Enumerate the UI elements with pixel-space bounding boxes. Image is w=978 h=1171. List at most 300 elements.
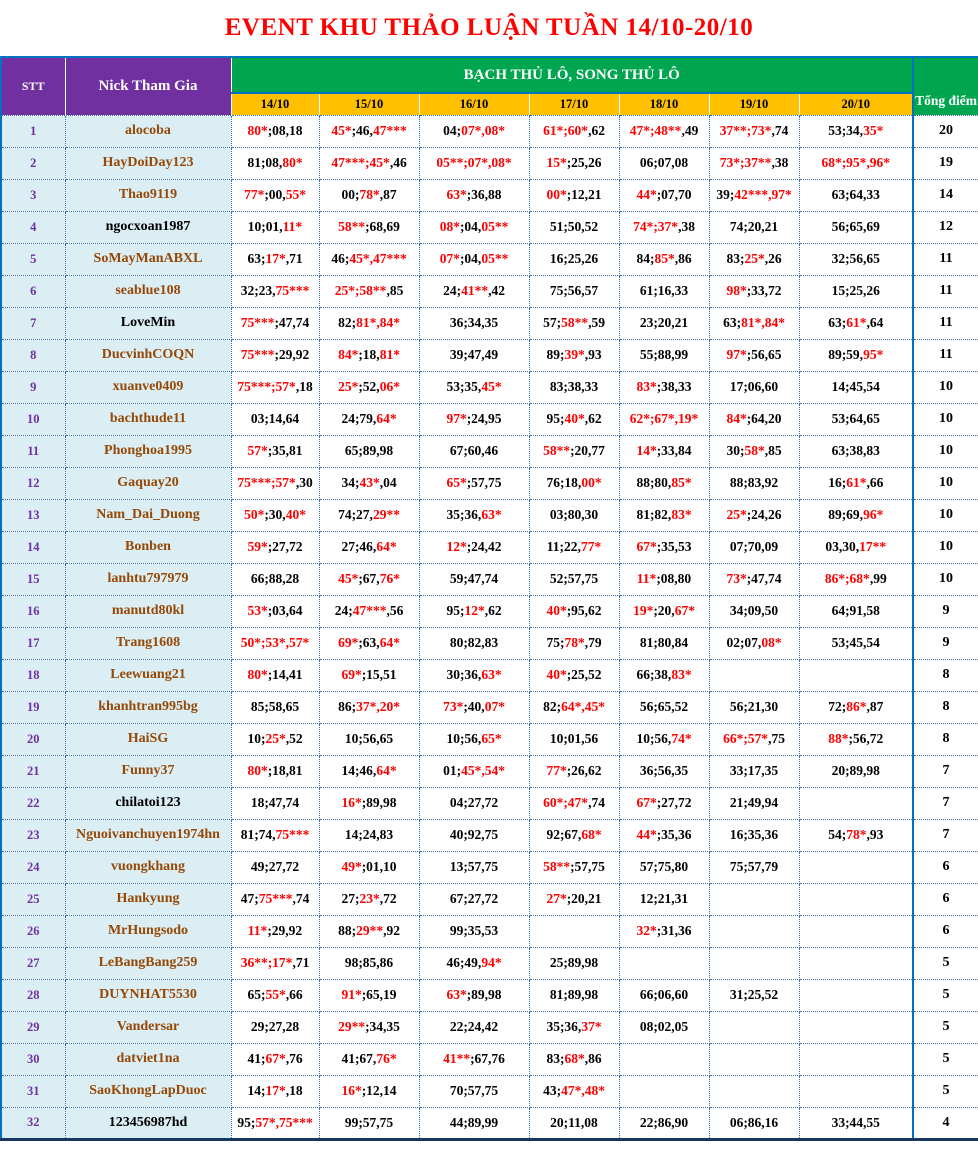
value-segment: 84* xyxy=(338,347,359,362)
value-segment: 51;50,52 xyxy=(549,219,599,234)
day-value-cell xyxy=(799,979,913,1011)
value-segment: 11;22, xyxy=(546,539,581,554)
total-cell: 9 xyxy=(913,627,978,659)
stt-cell: 21 xyxy=(1,755,65,787)
day-value-cell xyxy=(709,275,799,307)
value-segment: 25;89,98 xyxy=(549,955,599,970)
day-value-cell xyxy=(619,915,709,947)
value-segment: ;25,26 xyxy=(566,155,602,170)
value-segment: 63; xyxy=(247,251,266,266)
day-value-cell xyxy=(419,115,529,147)
value-segment: 17;06,60 xyxy=(729,379,779,394)
table-row xyxy=(1,627,978,659)
total-cell: 5 xyxy=(913,979,978,1011)
value-segment: ;24,26 xyxy=(746,507,782,522)
day-value-cell xyxy=(419,435,529,467)
day-value-cell xyxy=(529,691,619,723)
day-value-cell xyxy=(529,211,619,243)
table-row xyxy=(1,179,978,211)
day-value-cell xyxy=(799,211,913,243)
value-segment: 70;57,75 xyxy=(449,1083,499,1098)
value-segment: ;07,70 xyxy=(656,187,692,202)
value-segment: 73* xyxy=(726,571,747,586)
value-segment: 11* xyxy=(636,571,657,586)
day-value-cell xyxy=(799,403,913,435)
day-value-cell xyxy=(231,563,319,595)
value-segment: 88;83,92 xyxy=(729,475,779,490)
value-segment: 63;38,83 xyxy=(831,443,880,458)
value-segment: 67* xyxy=(636,795,657,810)
value-segment: 64* xyxy=(376,539,397,554)
value-segment: ,56 xyxy=(386,603,404,618)
day-value-cell xyxy=(319,371,419,403)
value-segment: 65* xyxy=(481,731,502,746)
value-segment: 67* xyxy=(674,603,695,618)
stt-cell: 27 xyxy=(1,947,65,979)
day-value-cell xyxy=(709,115,799,147)
day-value-cell xyxy=(529,179,619,211)
stt-cell: 15 xyxy=(1,563,65,595)
day-value-cell xyxy=(709,179,799,211)
value-segment: 10;01, xyxy=(247,219,283,234)
value-segment: 10;56, xyxy=(636,731,672,746)
value-segment: 36;34,35 xyxy=(449,315,499,330)
day-value-cell xyxy=(419,1043,529,1075)
value-segment: 40* xyxy=(546,667,567,682)
stt-cell: 5 xyxy=(1,243,65,275)
day-value-cell xyxy=(529,851,619,883)
value-segment: 06;86,16 xyxy=(729,1114,779,1130)
total-cell: 11 xyxy=(913,307,978,339)
day-value-cell xyxy=(231,115,319,147)
value-segment: 17* xyxy=(265,251,286,266)
day-value-cell xyxy=(319,1043,419,1075)
table-row xyxy=(1,979,978,1011)
value-segment: 02;07, xyxy=(726,635,762,650)
stt-cell: 3 xyxy=(1,179,65,211)
value-segment: 25* xyxy=(265,731,286,746)
nick-cell: 123456987hd xyxy=(65,1107,231,1139)
value-segment: 63;64,33 xyxy=(831,187,880,202)
table-body xyxy=(1,115,978,1139)
day-value-cell xyxy=(231,819,319,851)
value-segment: ,66 xyxy=(866,475,884,490)
value-segment: ,76 xyxy=(285,1051,303,1066)
nick-cell: Gaquay20 xyxy=(65,467,231,499)
value-segment: 45*,47*** xyxy=(349,251,407,266)
nick-cell: xuanve0409 xyxy=(65,371,231,403)
total-cell: 11 xyxy=(913,243,978,275)
day-value-cell xyxy=(709,435,799,467)
value-segment: 64* xyxy=(379,635,400,650)
day-value-cell xyxy=(231,403,319,435)
stt-cell: 26 xyxy=(1,915,65,947)
value-segment: ,86 xyxy=(674,251,692,266)
stt-cell: 20 xyxy=(1,723,65,755)
total-cell: 9 xyxy=(913,595,978,627)
value-segment: 07;70,09 xyxy=(729,539,779,554)
day-value-cell xyxy=(419,307,529,339)
value-segment: ,64 xyxy=(866,315,884,330)
value-segment: 22;24,42 xyxy=(449,1019,499,1034)
value-segment: ;40, xyxy=(463,699,485,714)
value-segment: 12;21,31 xyxy=(639,891,689,906)
value-segment: ,79 xyxy=(584,635,602,650)
value-segment: 78* xyxy=(846,827,867,842)
total-cell: 10 xyxy=(913,371,978,403)
day-value-cell xyxy=(231,947,319,979)
table-row xyxy=(1,755,978,787)
value-segment: 00; xyxy=(341,187,360,202)
value-segment: 68* xyxy=(564,1051,585,1066)
value-segment: ;68,69 xyxy=(365,219,400,234)
day-value-cell xyxy=(709,979,799,1011)
day-value-cell xyxy=(709,691,799,723)
value-segment: 41; xyxy=(247,1051,266,1066)
value-segment: 04;27,72 xyxy=(449,795,499,810)
day-value-cell xyxy=(419,659,529,691)
nick-cell: Funny37 xyxy=(65,755,231,787)
value-segment: 94* xyxy=(481,955,502,970)
day-value-cell xyxy=(231,723,319,755)
value-segment: 91* xyxy=(341,987,362,1002)
value-segment: ,42 xyxy=(488,283,505,298)
value-segment: 67* xyxy=(636,539,657,554)
value-segment: 75*** xyxy=(258,891,293,906)
value-segment: 98* xyxy=(726,283,747,298)
value-segment: 00* xyxy=(546,187,567,202)
value-segment: 62*;67*,19* xyxy=(629,411,699,426)
value-segment: 95* xyxy=(863,347,884,362)
table-row xyxy=(1,1107,978,1139)
stt-cell: 4 xyxy=(1,211,65,243)
value-segment: 25* xyxy=(338,379,359,394)
day-value-cell xyxy=(619,1075,709,1107)
value-segment: 60*;47* xyxy=(543,795,589,810)
stt-cell: 2 xyxy=(1,147,65,179)
day-value-cell xyxy=(619,883,709,915)
day-value-cell xyxy=(709,499,799,531)
value-segment: 75;57,79 xyxy=(729,859,779,874)
value-segment: 45* xyxy=(331,123,352,138)
day-value-cell xyxy=(231,371,319,403)
value-segment: 65;89,98 xyxy=(344,443,394,458)
value-segment: ,62 xyxy=(484,603,502,618)
value-segment: 88* xyxy=(828,731,849,746)
nick-cell: LoveMin xyxy=(65,307,231,339)
day-value-cell xyxy=(419,851,529,883)
day-value-cell xyxy=(529,627,619,659)
value-segment: 19* xyxy=(633,603,654,618)
value-segment: ;34,35 xyxy=(365,1019,400,1034)
stt-cell: 7 xyxy=(1,307,65,339)
value-segment: 21;49,94 xyxy=(729,795,779,810)
value-segment: 45* xyxy=(481,379,502,394)
day-value-cell xyxy=(799,147,913,179)
day-value-cell xyxy=(231,1075,319,1107)
day-value-cell xyxy=(231,1107,319,1139)
day-value-cell xyxy=(419,915,529,947)
day-value-cell xyxy=(419,1107,529,1139)
day-value-cell xyxy=(419,211,529,243)
day-value-cell xyxy=(799,595,913,627)
value-segment: 88;80, xyxy=(636,475,672,490)
value-segment: 17** xyxy=(859,539,887,554)
value-segment: ;27,72 xyxy=(656,795,692,810)
date-header: 19/10 xyxy=(709,93,799,115)
day-value-cell xyxy=(231,883,319,915)
value-segment: 12* xyxy=(446,539,467,554)
value-segment: ,93 xyxy=(584,347,602,362)
day-value-cell xyxy=(799,755,913,787)
value-segment: 69* xyxy=(338,635,359,650)
day-value-cell xyxy=(419,499,529,531)
value-segment: 84; xyxy=(636,251,655,266)
value-segment: 65* xyxy=(446,475,467,490)
day-value-cell xyxy=(709,563,799,595)
day-value-cell xyxy=(319,339,419,371)
day-value-cell xyxy=(529,403,619,435)
day-value-cell xyxy=(419,691,529,723)
day-value-cell xyxy=(419,563,529,595)
day-value-cell xyxy=(799,883,913,915)
value-segment: ;04, xyxy=(459,251,482,266)
value-segment: 03;14,64 xyxy=(250,411,300,426)
table-row xyxy=(1,211,978,243)
day-value-cell xyxy=(231,339,319,371)
value-segment: 29** xyxy=(356,923,384,938)
value-segment: 49;27,72 xyxy=(250,859,300,874)
value-segment: 35* xyxy=(863,123,884,138)
nick-cell: alocoba xyxy=(65,115,231,147)
nick-cell: SaoKhongLapDuoc xyxy=(65,1075,231,1107)
value-segment: ;57,75 xyxy=(466,475,502,490)
day-value-cell xyxy=(619,115,709,147)
value-segment: 27;46, xyxy=(341,539,377,554)
value-segment: 46;49, xyxy=(446,955,482,970)
value-segment: 41** xyxy=(443,1051,471,1066)
value-segment: 53;35, xyxy=(446,379,482,394)
value-segment: 10;56, xyxy=(446,731,482,746)
value-segment: ,66 xyxy=(285,987,303,1002)
value-segment: 34;09,50 xyxy=(729,603,779,618)
day-value-cell xyxy=(419,979,529,1011)
day-value-cell xyxy=(319,851,419,883)
day-value-cell xyxy=(231,1011,319,1043)
value-segment: ;29,92 xyxy=(267,923,303,938)
day-value-cell xyxy=(709,627,799,659)
day-value-cell xyxy=(319,787,419,819)
nick-cell: DUYNHAT5530 xyxy=(65,979,231,1011)
total-header: Tổng điểm xyxy=(913,57,978,115)
value-segment: ;95,62 xyxy=(566,603,602,618)
total-cell: 5 xyxy=(913,1075,978,1107)
value-segment: 14;46, xyxy=(341,763,377,778)
value-segment: 57*,75*** xyxy=(255,1114,313,1130)
table-row xyxy=(1,499,978,531)
day-value-cell xyxy=(709,1107,799,1139)
value-segment: 16* xyxy=(341,795,362,810)
day-value-cell xyxy=(799,723,913,755)
day-value-cell xyxy=(529,1075,619,1107)
value-segment: 46; xyxy=(331,251,350,266)
stt-cell: 18 xyxy=(1,659,65,691)
value-segment: ,87 xyxy=(379,187,397,202)
day-value-cell xyxy=(419,819,529,851)
value-segment: 55* xyxy=(285,187,306,202)
value-segment: 83* xyxy=(636,379,657,394)
stt-cell: 14 xyxy=(1,531,65,563)
total-cell: 8 xyxy=(913,723,978,755)
value-segment: 32* xyxy=(636,923,657,938)
value-segment: ,18 xyxy=(295,379,313,394)
value-segment: 80* xyxy=(247,763,268,778)
day-value-cell xyxy=(619,435,709,467)
total-cell: 10 xyxy=(913,499,978,531)
table-row xyxy=(1,531,978,563)
value-segment: 29** xyxy=(338,1019,366,1034)
day-value-cell xyxy=(319,435,419,467)
value-segment: 66;38, xyxy=(636,667,672,682)
day-value-cell xyxy=(231,147,319,179)
value-segment: ;08,80 xyxy=(656,571,692,586)
day-value-cell xyxy=(231,1043,319,1075)
day-value-cell xyxy=(529,947,619,979)
stt-cell: 13 xyxy=(1,499,65,531)
value-segment: 53* xyxy=(247,603,268,618)
total-cell: 10 xyxy=(913,403,978,435)
value-segment: 92;67, xyxy=(546,827,582,842)
day-value-cell xyxy=(619,339,709,371)
value-segment: 68*;95*,96* xyxy=(821,155,891,170)
stt-cell: 9 xyxy=(1,371,65,403)
day-value-cell xyxy=(709,403,799,435)
day-value-cell xyxy=(619,1043,709,1075)
value-segment: 75***;57* xyxy=(237,379,296,394)
nick-cell: Trang1608 xyxy=(65,627,231,659)
value-segment: ,38 xyxy=(771,155,789,170)
day-value-cell xyxy=(529,115,619,147)
stt-cell: 32 xyxy=(1,1107,65,1139)
value-segment: 50* xyxy=(244,507,265,522)
day-value-cell xyxy=(319,147,419,179)
value-segment: 16* xyxy=(341,1083,362,1098)
value-segment: 56;21,30 xyxy=(729,699,779,714)
value-segment: 83* xyxy=(671,507,692,522)
value-segment: ,93 xyxy=(866,827,884,842)
value-segment: ;15,51 xyxy=(361,667,397,682)
value-segment: 65; xyxy=(247,987,266,1002)
value-segment: 95; xyxy=(546,411,565,426)
day-value-cell xyxy=(619,275,709,307)
value-segment: 35;36, xyxy=(446,507,482,522)
value-segment: 74;20,21 xyxy=(729,219,779,234)
day-value-cell xyxy=(799,243,913,275)
value-segment: ,72 xyxy=(379,891,397,906)
value-segment: 72; xyxy=(828,699,847,714)
day-value-cell xyxy=(529,595,619,627)
value-segment: 24;79, xyxy=(341,411,377,426)
value-segment: 30; xyxy=(726,443,745,458)
total-cell: 19 xyxy=(913,147,978,179)
day-value-cell xyxy=(619,1107,709,1139)
stt-cell: 1 xyxy=(1,115,65,147)
value-segment: 83; xyxy=(546,1051,565,1066)
table-row xyxy=(1,115,978,147)
day-value-cell xyxy=(419,243,529,275)
day-value-cell xyxy=(231,915,319,947)
value-segment: ;47,74 xyxy=(274,315,310,330)
table-row xyxy=(1,1011,978,1043)
value-segment: 05** xyxy=(481,251,509,266)
nick-cell: datviet1na xyxy=(65,1043,231,1075)
value-segment: 16;25,26 xyxy=(549,251,599,266)
day-value-cell xyxy=(709,659,799,691)
day-value-cell xyxy=(319,819,419,851)
value-segment: 20;89,98 xyxy=(831,763,880,778)
value-segment: 64;91,58 xyxy=(831,603,880,618)
table-row xyxy=(1,307,978,339)
day-value-cell xyxy=(799,1011,913,1043)
value-segment: 86; xyxy=(338,699,357,714)
table-row xyxy=(1,851,978,883)
day-value-cell xyxy=(529,659,619,691)
value-segment: 34; xyxy=(341,475,360,490)
day-value-cell xyxy=(529,531,619,563)
value-segment: 80* xyxy=(282,155,303,170)
date-header: 14/10 xyxy=(231,93,319,115)
day-value-cell xyxy=(231,691,319,723)
value-segment: 08;02,05 xyxy=(639,1019,689,1034)
day-value-cell xyxy=(619,499,709,531)
header-row-group xyxy=(1,57,978,93)
day-value-cell xyxy=(319,1107,419,1139)
value-segment: 03;80,30 xyxy=(549,507,599,522)
day-value-cell xyxy=(231,307,319,339)
value-segment: ;24,42 xyxy=(466,539,502,554)
value-segment: 81;82, xyxy=(636,507,672,522)
day-value-cell xyxy=(231,179,319,211)
total-cell: 14 xyxy=(913,179,978,211)
value-segment: 81* xyxy=(379,347,400,362)
day-value-cell xyxy=(799,435,913,467)
value-segment: ;12,21 xyxy=(566,187,602,202)
table-row xyxy=(1,883,978,915)
total-cell: 5 xyxy=(913,1043,978,1075)
value-segment: 56;65,52 xyxy=(639,699,689,714)
day-value-cell xyxy=(529,1107,619,1139)
day-value-cell xyxy=(319,659,419,691)
total-cell: 7 xyxy=(913,819,978,851)
value-segment: ;33,84 xyxy=(656,443,692,458)
day-value-cell xyxy=(799,819,913,851)
value-segment: ;89,98 xyxy=(361,795,397,810)
date-header: 20/10 xyxy=(799,93,913,115)
day-value-cell xyxy=(619,467,709,499)
value-segment: 75*** xyxy=(275,827,310,842)
day-value-cell xyxy=(529,147,619,179)
day-value-cell xyxy=(231,467,319,499)
value-segment: 45*,54* xyxy=(461,763,505,778)
total-cell: 11 xyxy=(913,339,978,371)
value-segment: ;03,64 xyxy=(267,603,303,618)
value-segment: ,18 xyxy=(285,1083,303,1098)
day-value-cell xyxy=(419,467,529,499)
day-value-cell xyxy=(619,563,709,595)
value-segment: 16;35,36 xyxy=(729,827,779,842)
table-row xyxy=(1,1075,978,1107)
date-header: 15/10 xyxy=(319,93,419,115)
